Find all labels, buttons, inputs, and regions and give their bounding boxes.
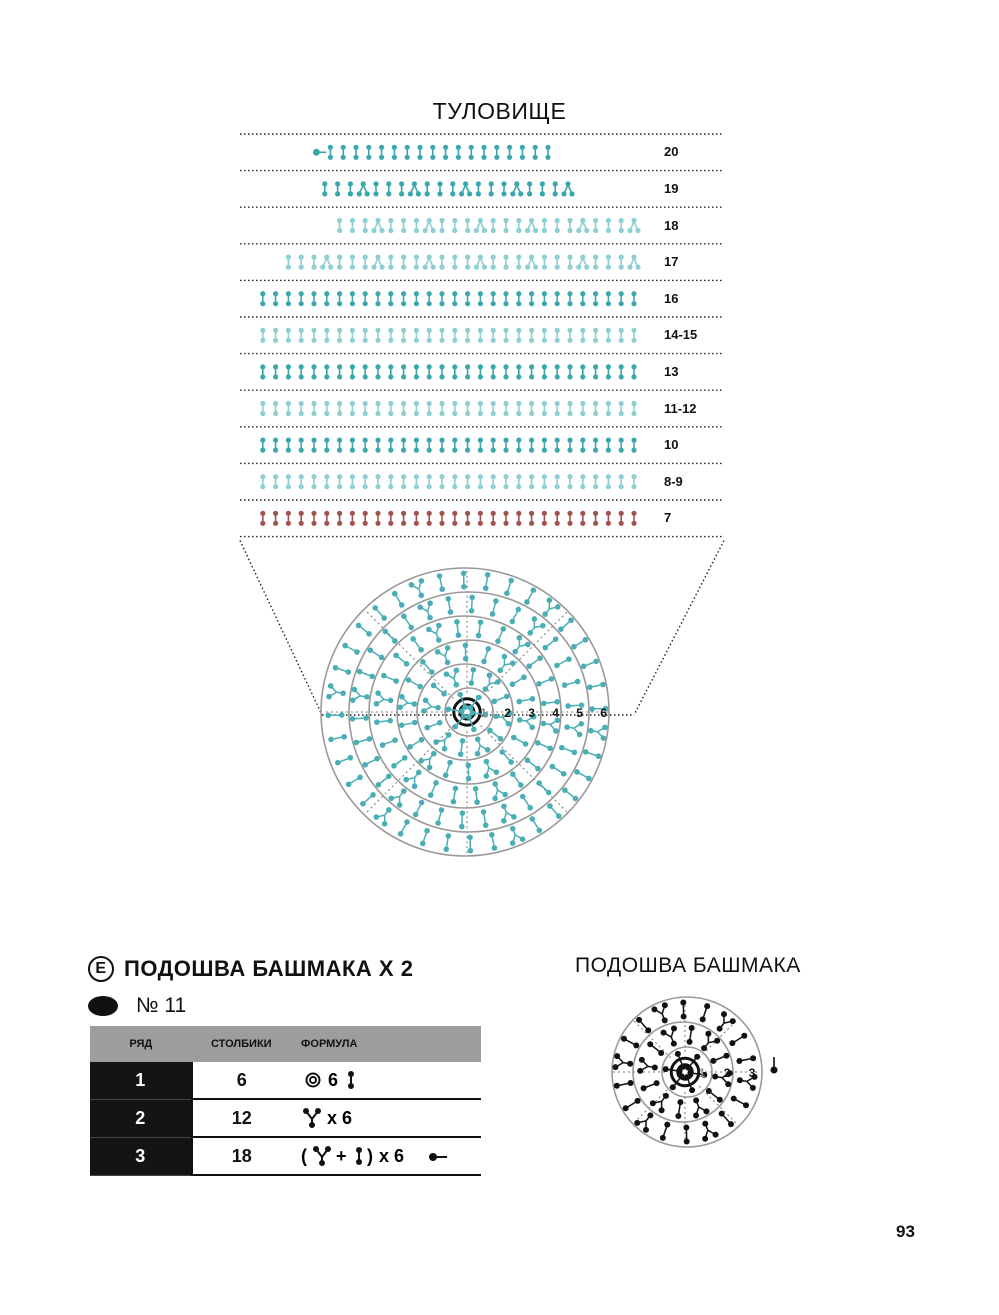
stitch-mark <box>510 674 527 687</box>
stitch-mark <box>380 737 398 748</box>
ring-label: 2 <box>504 706 511 720</box>
stitch-mark <box>421 698 441 714</box>
stitch-mark <box>362 756 380 768</box>
stitch-mark <box>710 1053 729 1064</box>
stitch-mark <box>637 1057 658 1074</box>
stitch-mark <box>621 1036 639 1049</box>
ring-label: 6 <box>600 706 607 720</box>
formula-symbols <box>301 1106 481 1130</box>
stitch-mark <box>410 636 424 652</box>
stitch-mark <box>634 1112 653 1132</box>
stitch-mark <box>700 1003 710 1022</box>
formula-text: 6 <box>328 1070 339 1090</box>
stitch-mark <box>335 755 353 766</box>
stitch-mark <box>527 616 545 635</box>
formula-cell <box>291 1137 481 1175</box>
stitch-mark <box>623 1098 641 1111</box>
round-chart <box>321 568 611 856</box>
stitch-mark <box>525 757 541 771</box>
stitch-mark <box>346 774 363 787</box>
funnel-right <box>634 541 724 715</box>
stitch-mark <box>497 654 515 673</box>
stitch-mark <box>357 669 375 679</box>
plus-sign: + <box>336 1146 347 1166</box>
magic-ring-icon <box>307 1074 320 1087</box>
yarn-info <box>88 994 186 1018</box>
torso-row-17 <box>286 255 641 270</box>
stitch-mark <box>481 809 489 828</box>
row-label: 18 <box>664 217 679 233</box>
stitch-mark <box>326 712 345 718</box>
stitch-mark <box>501 803 517 823</box>
stitch-mark <box>504 578 514 596</box>
section-heading <box>88 956 413 982</box>
stitch-mark <box>388 788 406 807</box>
stitch-mark <box>550 764 567 777</box>
stitch-count: 18 <box>192 1137 291 1175</box>
torso-row-20 <box>313 145 551 160</box>
stitch-mark <box>463 643 469 662</box>
stitch-mark <box>409 578 425 598</box>
stitch-mark <box>443 760 453 778</box>
yarn-color-swatch <box>88 996 118 1016</box>
row-label: 14-15 <box>664 327 698 343</box>
stitch-mark <box>401 613 414 630</box>
stitch-mark <box>495 626 506 644</box>
round-chart <box>610 997 762 1147</box>
stitch-mark <box>558 617 574 631</box>
stitch-mark <box>383 629 398 644</box>
stitch-mark <box>454 619 461 638</box>
stitch-mark <box>354 736 373 745</box>
row-label: 10 <box>664 437 679 453</box>
stitch-mark <box>437 573 445 592</box>
stitch-mark <box>701 1031 720 1051</box>
row-label: 7 <box>664 510 672 526</box>
stitch-mark <box>433 732 451 751</box>
stitch-mark <box>731 1096 749 1109</box>
stitch-mark <box>562 787 578 801</box>
stitch-mark <box>424 720 442 731</box>
torso-row-7 <box>260 511 636 526</box>
funnel-left <box>240 541 322 715</box>
stitch-mark <box>374 718 393 725</box>
stitch-mark <box>350 715 369 721</box>
stitch-mark <box>482 672 500 691</box>
torso-title: ТУЛОВИЩЕ <box>432 98 567 124</box>
section-letter-badge: Е <box>88 956 114 982</box>
stitch-count: 6 <box>192 1062 291 1099</box>
stitch-mark <box>587 682 606 690</box>
torso-row-14-15 <box>260 328 636 343</box>
stitch-mark <box>680 1000 686 1020</box>
stitch-mark <box>490 598 499 617</box>
stitch-mark <box>650 1093 669 1113</box>
stitch-mark <box>574 769 591 781</box>
torso-row-10 <box>260 438 636 453</box>
torso-row-18 <box>337 218 641 233</box>
stitch-mark <box>398 819 410 836</box>
header-stitches: СТОЛБИКИ <box>192 1026 291 1062</box>
page-number: 93 <box>896 1222 915 1241</box>
open-paren: ( <box>301 1146 307 1166</box>
stitch-mark <box>360 792 376 806</box>
stitch-mark <box>706 1088 723 1103</box>
stitch-mark <box>406 677 423 689</box>
table-row <box>90 1099 481 1137</box>
stitch-mark <box>554 656 572 668</box>
row-label: 20 <box>664 144 679 160</box>
stitch-mark <box>483 572 491 591</box>
header-formula: ФОРМУЛА <box>291 1026 481 1062</box>
formula-cell <box>291 1099 481 1137</box>
ring-label: 1 <box>480 706 487 720</box>
stitch-mark <box>467 834 473 853</box>
stitch-mark <box>374 690 394 706</box>
stitch-mark <box>435 807 444 826</box>
ring-label: 5 <box>576 706 583 720</box>
ring-label: 4 <box>552 706 559 720</box>
stitch-mark <box>535 740 553 751</box>
stitch-mark <box>536 780 551 795</box>
stitch-mark <box>481 646 491 664</box>
formula-text: х 6 <box>379 1146 405 1166</box>
stitch-mark <box>399 720 418 728</box>
stitch-mark <box>661 1026 677 1047</box>
stitch-mark <box>581 659 599 670</box>
ring-label: 3 <box>528 706 535 720</box>
stitch-mark <box>397 694 417 710</box>
stitch-count: 12 <box>192 1099 291 1137</box>
section-title: ПОДОШВА БАШМАКА Х 2 <box>124 956 414 981</box>
stitch-mark <box>520 794 533 811</box>
torso-row-16 <box>260 291 636 306</box>
row-label: 16 <box>664 290 679 306</box>
stitch-mark <box>516 696 535 704</box>
stitch-mark <box>342 643 359 655</box>
stitch-mark <box>391 755 407 769</box>
spoke <box>481 610 569 698</box>
stitch-mark <box>542 636 558 650</box>
slip-stitch-icon <box>429 1153 447 1161</box>
stitch-mark <box>583 749 601 759</box>
stitch-mark <box>444 667 460 687</box>
stitch-mark <box>393 653 409 667</box>
stitch-mark <box>418 751 436 770</box>
slip-stitch-mark <box>771 1057 778 1074</box>
stitch-mark <box>683 1124 689 1144</box>
stitch-mark <box>451 786 459 805</box>
stitch-mark <box>511 735 528 747</box>
stitch-mark <box>489 832 497 851</box>
stitch-mark <box>413 800 425 818</box>
stitch-mark <box>326 683 346 699</box>
table-row <box>90 1062 481 1099</box>
stitch-mark <box>381 673 399 684</box>
formula-symbols <box>301 1068 481 1092</box>
row-number: 3 <box>90 1137 192 1175</box>
stitch-mark <box>392 591 405 608</box>
stitch-mark <box>445 596 453 615</box>
increase-icon <box>313 1146 331 1166</box>
row-label: 11-12 <box>664 400 697 416</box>
stitch-mark <box>459 810 465 829</box>
stitch-mark <box>729 1033 747 1046</box>
stitch-mark <box>373 807 391 826</box>
ring-label: 3 <box>748 1066 756 1080</box>
stitch-mark <box>529 816 542 833</box>
row-number: 2 <box>90 1099 192 1137</box>
stitch-mark <box>571 637 588 650</box>
magic-ring <box>454 699 480 725</box>
single-crochet-icon <box>356 1147 362 1165</box>
spoke <box>365 726 453 814</box>
stitch-mark <box>687 1025 695 1045</box>
stitch-mark <box>476 619 484 638</box>
row-label: 8-9 <box>664 473 683 489</box>
table-row <box>90 1137 481 1175</box>
stitch-mark <box>458 738 466 757</box>
stitch-mark <box>428 780 439 798</box>
stitch-mark <box>426 623 442 643</box>
stitch-mark <box>333 665 351 675</box>
stitch-mark <box>614 1080 634 1089</box>
stitch-mark <box>420 828 430 846</box>
single-crochet-icon <box>348 1071 354 1089</box>
formula-cell <box>291 1062 481 1099</box>
stitch-mark <box>431 683 447 697</box>
formula-text: х 6 <box>327 1108 353 1128</box>
stitch-mark <box>484 759 500 779</box>
stitch-mark <box>536 676 554 687</box>
torso-row-13 <box>260 364 636 379</box>
stitch-mark <box>524 587 536 604</box>
stitch-mark <box>461 571 467 590</box>
stitch-mark <box>736 1055 756 1064</box>
ring <box>397 640 541 784</box>
row-number: 1 <box>90 1062 192 1099</box>
stitch-mark <box>510 771 524 787</box>
header-row-num: РЯД <box>90 1026 192 1062</box>
stitch-mark <box>443 833 451 852</box>
stitch-mark <box>675 1099 683 1119</box>
stitch-mark <box>564 721 584 737</box>
stitch-mark <box>588 725 608 741</box>
spoke <box>699 1086 738 1125</box>
torso-row-11-12 <box>260 401 636 416</box>
sole-chart <box>590 985 800 1160</box>
stitch-mark <box>702 1121 718 1142</box>
pattern-table <box>90 1026 481 1176</box>
torso-row-8-9 <box>260 474 636 489</box>
stitch-mark <box>542 597 560 616</box>
stitch-mark <box>469 595 475 614</box>
sole-title: ПОДОШВА БАШМАКА <box>575 954 801 977</box>
table-header-row <box>90 1026 481 1062</box>
stitch-mark <box>510 607 522 625</box>
stitch-mark <box>487 727 503 741</box>
stitch-mark <box>328 734 347 742</box>
stitch-mark <box>562 679 581 688</box>
close-paren: ) <box>367 1146 373 1166</box>
ring-label: 2 <box>723 1066 731 1080</box>
stitch-mark <box>350 687 370 703</box>
stitch-mark <box>526 655 542 669</box>
ring-label: 1 <box>698 1066 706 1080</box>
stitch-mark <box>559 745 577 755</box>
stitch-mark <box>660 1122 670 1141</box>
stitch-mark <box>547 803 561 819</box>
row-label: 17 <box>664 254 679 270</box>
row-label: 19 <box>664 180 679 196</box>
stitch-mark <box>469 667 477 686</box>
torso-row-19 <box>322 181 574 196</box>
stitch-mark <box>717 1011 736 1031</box>
stitch-mark <box>473 786 480 805</box>
stitch-mark <box>641 1080 660 1091</box>
stitch-mark <box>356 623 372 637</box>
stitch-mark <box>466 762 472 781</box>
yarn-label: № 11 <box>136 994 187 1017</box>
stitch-mark <box>612 1053 633 1070</box>
magic-ring <box>671 1058 699 1086</box>
stitch-mark <box>368 647 385 660</box>
stitch-mark <box>407 737 424 750</box>
increase-icon <box>303 1108 321 1128</box>
formula-symbols <box>301 1144 481 1168</box>
stitch-mark <box>647 1041 664 1056</box>
stitch-mark <box>491 694 509 705</box>
stitch-mark <box>376 773 392 787</box>
stitch-mark <box>372 605 386 621</box>
row-label: 13 <box>664 363 679 379</box>
